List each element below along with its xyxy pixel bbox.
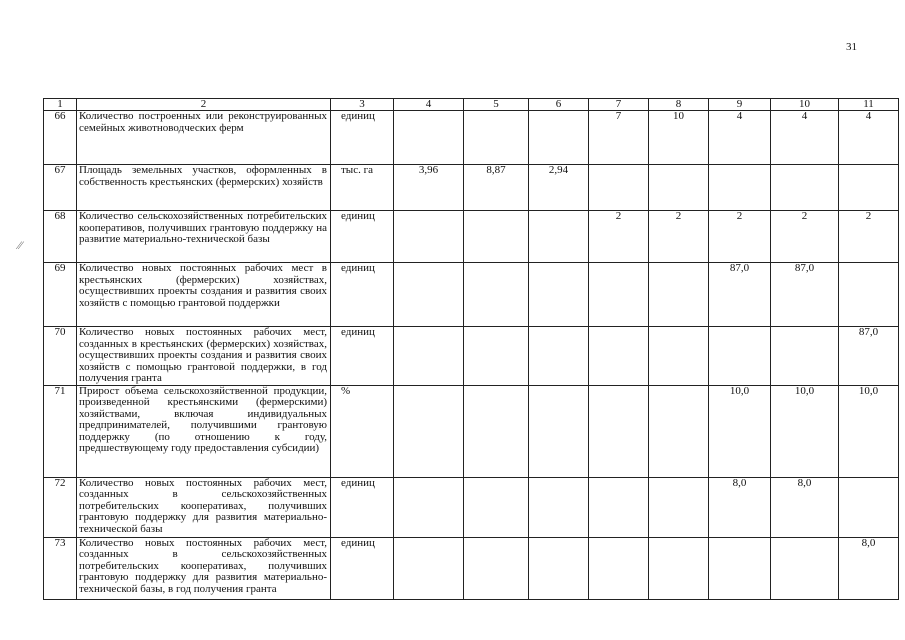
value-cell-col-4: [394, 385, 464, 477]
value-cell-col-7: [589, 477, 649, 537]
unit-of-measure: единиц: [331, 111, 394, 165]
table-row: [44, 537, 899, 599]
indicator-name: Площадь земельных участков, оформленных в собственность крестьянских (фермерских) хозяйств: [77, 165, 331, 211]
value-cell-col-11: 8,0: [839, 537, 899, 599]
table-row: [44, 111, 899, 165]
value-cell-col-5: 8,87: [464, 165, 529, 211]
value-cell-col-8: [649, 385, 709, 477]
row-number: 69: [44, 263, 77, 327]
column-header-11: 11: [839, 99, 899, 111]
column-header-10: 10: [771, 99, 839, 111]
header-row: [44, 99, 899, 111]
value-cell-col-9: [709, 537, 771, 599]
value-cell-col-10: [771, 327, 839, 386]
row-number: 70: [44, 327, 77, 386]
value-cell-col-11: [839, 263, 899, 327]
table-row: [44, 165, 899, 211]
row-number: 68: [44, 211, 77, 263]
unit-of-measure: единиц: [331, 477, 394, 537]
unit-of-measure: единиц: [331, 263, 394, 327]
value-cell-col-7: [589, 385, 649, 477]
column-header-5: 5: [464, 99, 529, 111]
column-header-3: 3: [331, 99, 394, 111]
value-cell-col-7: [589, 165, 649, 211]
value-cell-col-4: [394, 537, 464, 599]
column-header-6: 6: [529, 99, 589, 111]
column-header-2: 2: [77, 99, 331, 111]
value-cell-col-8: [649, 263, 709, 327]
value-cell-col-8: [649, 327, 709, 386]
table-row: [44, 477, 899, 537]
value-cell-col-8: 2: [649, 211, 709, 263]
table-row: [44, 211, 899, 263]
value-cell-col-8: [649, 537, 709, 599]
table-row: [44, 385, 899, 477]
value-cell-col-4: [394, 263, 464, 327]
value-cell-col-5: [464, 477, 529, 537]
unit-of-measure: единиц: [331, 537, 394, 599]
table-body: [44, 111, 899, 600]
value-cell-col-7: 7: [589, 111, 649, 165]
column-header-1: 1: [44, 99, 77, 111]
value-cell-col-9: [709, 327, 771, 386]
value-cell-col-6: [529, 111, 589, 165]
table-row: [44, 263, 899, 327]
row-number: 73: [44, 537, 77, 599]
value-cell-col-9: 10,0: [709, 385, 771, 477]
value-cell-col-7: [589, 537, 649, 599]
value-cell-col-10: [771, 165, 839, 211]
value-cell-col-6: [529, 477, 589, 537]
value-cell-col-10: 2: [771, 211, 839, 263]
value-cell-col-11: 10,0: [839, 385, 899, 477]
column-header-4: 4: [394, 99, 464, 111]
value-cell-col-11: [839, 477, 899, 537]
value-cell-col-4: 3,96: [394, 165, 464, 211]
value-cell-col-9: 87,0: [709, 263, 771, 327]
value-cell-col-4: [394, 211, 464, 263]
value-cell-col-8: [649, 477, 709, 537]
value-cell-col-7: 2: [589, 211, 649, 263]
value-cell-col-11: [839, 165, 899, 211]
column-header-8: 8: [649, 99, 709, 111]
row-number: 72: [44, 477, 77, 537]
indicator-name: Прирост объема сельскохозяйственной продукции, произведенной крестьянскими (фермерскими) хозяйствами, включая индивидуальных предпринимателей, получившими грантовую поддержку (по отношению к году, предшествующему году предоставления субсидии): [77, 385, 331, 477]
value-cell-col-5: [464, 263, 529, 327]
value-cell-col-4: [394, 327, 464, 386]
value-cell-col-10: [771, 537, 839, 599]
value-cell-col-10: 10,0: [771, 385, 839, 477]
value-cell-col-9: 8,0: [709, 477, 771, 537]
value-cell-col-6: 2,94: [529, 165, 589, 211]
value-cell-col-5: [464, 211, 529, 263]
value-cell-col-11: 2: [839, 211, 899, 263]
value-cell-col-7: [589, 327, 649, 386]
indicator-name: Количество новых постоянных рабочих мест, созданных в сельскохозяйственных потребительских кооперативах, получивших грантовую поддержку для развития материально-технической базы, в год получения гранта: [77, 537, 331, 599]
value-cell-col-4: [394, 111, 464, 165]
value-cell-col-6: [529, 263, 589, 327]
value-cell-col-8: [649, 165, 709, 211]
value-cell-col-6: [529, 327, 589, 386]
row-number: 71: [44, 385, 77, 477]
value-cell-col-5: [464, 537, 529, 599]
indicator-name: Количество сельскохозяйственных потребительских кооперативов, получивших грантовую поддержку на развитие материально-технической базы: [77, 211, 331, 263]
margin-marks-decoration: ⁄⁄: [18, 238, 23, 252]
indicator-name: Количество новых постоянных рабочих мест, созданных в сельскохозяйственных потребительских кооперативах, получивших грантовую поддержку для развития материально-технической базы: [77, 477, 331, 537]
row-number: 66: [44, 111, 77, 165]
indicator-name: Количество новых постоянных рабочих мест, созданных в крестьянских (фермерских) хозяйствах, осуществивших проекты создания и развития своих хозяйств с помощью грантовой поддержки, в год получения гранта: [77, 327, 331, 386]
column-header-7: 7: [589, 99, 649, 111]
value-cell-col-6: [529, 537, 589, 599]
value-cell-col-6: [529, 385, 589, 477]
value-cell-col-7: [589, 263, 649, 327]
table-row: [44, 327, 899, 386]
unit-of-measure: единиц: [331, 327, 394, 386]
unit-of-measure: тыс. га: [331, 165, 394, 211]
value-cell-col-10: 4: [771, 111, 839, 165]
value-cell-col-4: [394, 477, 464, 537]
unit-of-measure: %: [331, 385, 394, 477]
value-cell-col-9: [709, 165, 771, 211]
column-header-9: 9: [709, 99, 771, 111]
indicator-name: Количество построенных или реконструированных семейных животноводческих ферм: [77, 111, 331, 165]
value-cell-col-10: 8,0: [771, 477, 839, 537]
value-cell-col-11: 4: [839, 111, 899, 165]
value-cell-col-11: 87,0: [839, 327, 899, 386]
value-cell-col-6: [529, 211, 589, 263]
value-cell-col-8: 10: [649, 111, 709, 165]
indicator-name: Количество новых постоянных рабочих мест в крестьянских (фермерских) хозяйствах, осуществивших проекты создания и развития своих хозяйств с помощью грантовой поддержки: [77, 263, 331, 327]
page-number: 31: [846, 41, 857, 53]
unit-of-measure: единиц: [331, 211, 394, 263]
value-cell-col-5: [464, 111, 529, 165]
row-number: 67: [44, 165, 77, 211]
value-cell-col-5: [464, 385, 529, 477]
value-cell-col-5: [464, 327, 529, 386]
value-cell-col-9: 2: [709, 211, 771, 263]
value-cell-col-10: 87,0: [771, 263, 839, 327]
value-cell-col-9: 4: [709, 111, 771, 165]
indicators-table: [43, 98, 899, 600]
